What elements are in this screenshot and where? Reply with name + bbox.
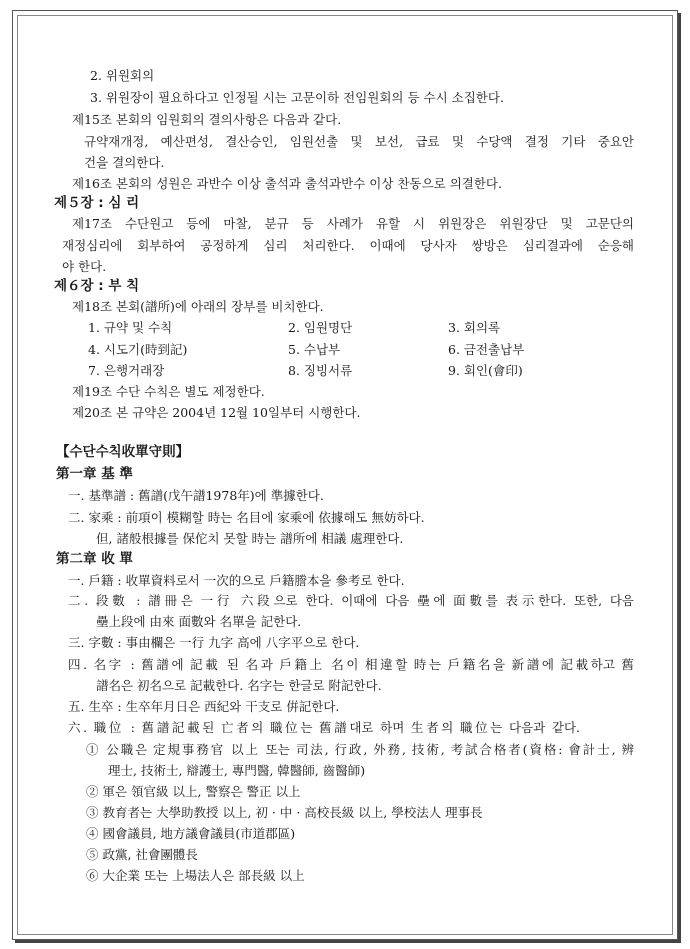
- article-17: 제17조 수단원고 등에 마찰, 분규 등 사례가 유할 시 위원장은 위원장단 및 고문단의: [72, 216, 634, 231]
- ledger-item: 6. 금전출납부: [448, 342, 525, 357]
- position-item: ④ 國會議員, 地方議會議員(市道郡區): [86, 826, 296, 841]
- rule-item: 一. 基準譜 : 舊譜(戊午譜1978年)에 準據한다.: [68, 488, 324, 503]
- rule-item: 壘上段에 由來 面數와 名單을 記한다.: [96, 614, 302, 629]
- rule-item: 五. 生卒 : 生卒年月日은 西紀와 干支로 倂記한다.: [68, 699, 340, 714]
- ledger-item: 5. 수납부: [288, 342, 341, 357]
- article-15: 제15조 본회의 임원회의 결의사항은 다음과 같다.: [72, 112, 342, 127]
- rule-item: 二. 段數 : 譜冊은 一行 六段으로 한다. 이때에 다음 壘에 面數를 表示한다. 또한, 다음: [68, 593, 634, 608]
- article-16: 제16조 본회의 성원은 과반수 이상 출석과 출석과반수 이상 찬동으로 의결한다.: [72, 176, 502, 191]
- clause-line: 2. 위원회의: [90, 68, 155, 83]
- article-20: 제20조 본 규약은 2004년 12월 10일부터 시행한다.: [72, 405, 361, 420]
- rule-item: 四. 名字 : 舊譜에 記載 된 名과 戶籍上 名이 相違할 時는 戶籍名을 新譜에 記載하고 舊: [68, 657, 634, 672]
- ledger-item: 7. 은행거래장: [88, 363, 165, 378]
- article-17-body: 재정심리에 회부하여 공정하게 심리 처리한다. 이때에 당사자 쌍방은 심리결과에 순응해: [62, 238, 634, 253]
- article-18: 제18조 본회(譜所)에 아래의 장부를 비치한다.: [72, 299, 324, 314]
- position-item: ③ 教育者는 大學助教授 以上, 初 · 中 · 高校長級 以上, 學校法人 理事長: [86, 805, 483, 820]
- article-15-body: 건을 결의한다.: [84, 155, 165, 170]
- article-19: 제19조 수단 수칙은 별도 제정한다.: [72, 384, 265, 399]
- chapter-5-heading: 제５장 : 심 리: [54, 195, 140, 211]
- position-item: 理士, 技術士, 辯護士, 專門醫, 韓醫師, 齒醫師): [108, 763, 366, 778]
- rule-item: 六. 職位 : 舊譜記載된 亡者의 職位는 舊譜대로 하며 生者의 職位는 다음과 같다.: [68, 720, 580, 735]
- rule-item: 二. 家乘 : 前項이 模糊할 時는 名目에 家乘에 依據해도 無妨하다.: [68, 510, 425, 525]
- article-17-body: 야 한다.: [62, 259, 107, 274]
- ledger-item: 9. 회인(會印): [448, 363, 523, 378]
- ledger-item: 3. 회의록: [448, 320, 501, 335]
- rules-chapter-1: 第一章 基 準: [56, 466, 133, 482]
- ledger-item: 1. 규약 및 수칙: [88, 320, 173, 335]
- position-item: ② 軍은 領官級 以上, 警察은 警正 以上: [86, 784, 301, 799]
- article-15-body: 규약재개정, 예산편성, 결산승인, 임원선출 및 보선, 급료 및 수당액 결정 기타 중요안: [84, 134, 634, 149]
- rule-item: 但, 諸般根據를 保佗치 못할 時는 譜所에 相議 處理한다.: [96, 531, 404, 546]
- ledger-item: 4. 시도기(時到記): [88, 342, 188, 357]
- position-item: ⑤ 政黨, 社會團體長: [86, 847, 198, 862]
- rule-item: 一. 戶籍 : 收單資料로서 一次的으로 戶籍謄本을 參考로 한다.: [68, 573, 405, 588]
- rules-title: 【수단수칙收單守則】: [56, 444, 190, 460]
- ledger-item: 8. 징빙서류: [288, 363, 353, 378]
- chapter-6-heading: 제６장 : 부 칙: [54, 278, 140, 294]
- position-item: ⑥ 大企業 또는 上場法人은 部長級 以上: [86, 868, 305, 883]
- clause-line: 3. 위원장이 필요하다고 인정될 시는 고문이하 전임원회의 등 수시 소집한다.: [90, 90, 504, 105]
- position-item: ① 公職은 定規事務官 以上 또는 司法, 行政, 外務, 技術, 考試合格者(資格: 會計士, 辨: [86, 742, 634, 757]
- rule-item: 譜名은 初名으로 記載한다. 名字는 한글로 附記한다.: [96, 678, 382, 693]
- rule-item: 三. 字數 : 事由欄은 一行 九字 高에 八字平으로 한다.: [68, 635, 360, 650]
- rules-chapter-2: 第二章 收 單: [56, 551, 133, 567]
- ledger-item: 2. 임원명단: [288, 320, 353, 335]
